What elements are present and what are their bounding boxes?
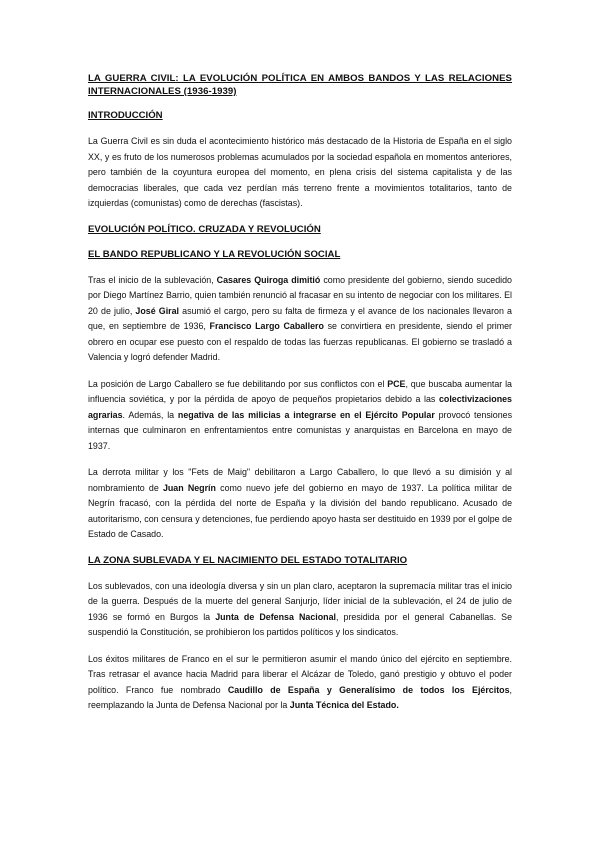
bold-span: José Giral <box>135 305 180 316</box>
bold-span: Caudillo de España y Generalísimo de todos los Ejércitos <box>227 684 510 695</box>
text-span: provocó tensiones internas que culminaron en enfrentamientos entre comunistas y anarquistas en Barcelona en mayo de 1937. <box>88 409 513 451</box>
paragraph-republicano-2 <box>88 377 512 455</box>
bold-span: Francisco Largo Caballero <box>209 321 324 331</box>
section-heading-evolucion: EVOLUCIÓN POLÍTICO. CRUZADA Y REVOLUCIÓN <box>88 223 321 235</box>
text-span: , presidida por el general Cabanellas. Se suspendió la Constitución, se prohibieron los partidos políticos y los sindicatos. <box>88 611 513 637</box>
text-span: asumió el cargo, pero su falta de firmeza y el avance de los nacionales llevaron a que, en septiembre de 1936, <box>88 305 512 331</box>
text-span: Los éxitos militares de Franco en el sur le permitieron asumir el mando único del ejército en septiembre. Tras retrasar el avance hacia Madrid para liberar el Alcázar de Toledo, ganó prestigio y obtuvo el poder político. Franco fue nombrado <box>88 653 512 695</box>
document-title: LA GUERRA CIVIL: LA EVOLUCIÓN POLÍTICA EN AMBOS BANDOS Y LAS RELACIONES INTERNACIONALES (1936-1939) <box>88 73 512 97</box>
intro-paragraph: La Guerra Civil es sin duda el acontecimiento histórico más destacado de la Historia de España en el siglo XX, y es fruto de los numerosos problemas acumulados por la sociedad española en momentos anteriores, pero también de la coyuntura europea del momento, en plena crisis del sistema capitalista y de las democracias liberales, que cada vez perdían más terreno frente a movimientos totalitarios, tanto de izquierdas (comunistas) como de derechas (fascistas). <box>88 136 512 208</box>
text-span: La posición de Largo Caballero se fue debilitando por sus conflictos con el <box>88 378 388 389</box>
bold-span: Junta de Defensa Nacional <box>215 611 336 622</box>
paragraph-sublevada-2 <box>88 652 512 714</box>
text-span: . Además, la <box>122 409 178 420</box>
text-span: , que buscaba aumentar la influencia soviética, y por la pérdida de apoyo de pequeños propietarios debido a las <box>88 378 512 404</box>
bold-span: negativa de las milicias a integrarse en el Ejército Popular <box>177 409 435 420</box>
bold-span: PCE <box>387 378 406 389</box>
paragraph-sublevada-1 <box>88 579 512 641</box>
text-span: Tras el inicio de la sublevación, <box>88 274 217 285</box>
section-heading-bando-republicano: EL BANDO REPUBLICANO Y LA REVOLUCIÓN SOCIAL <box>88 248 341 260</box>
bold-span: Juan Negrín <box>162 482 216 493</box>
intro-heading: INTRODUCCIÓN <box>88 110 163 121</box>
bold-span: Casares Quiroga dimitió <box>216 274 321 285</box>
paragraph-republicano-3 <box>88 465 512 543</box>
bold-span: colectivizaciones agrarias <box>88 394 512 420</box>
bold-span: Junta Técnica del Estado. <box>289 700 399 710</box>
text-span: Los sublevados, con una ideología diversa y sin un plan claro, aceptaron la supremacía militar tras el inicio de la guerra. Después de la muerte del general Sanjurjo, líder inicial de la sublevación, el 24 de julio de 1936 se formó en Burgos la <box>88 580 512 622</box>
text-span: La derrota militar y los "Fets de Maig" debilitaron a Largo Caballero, lo que llevó a su dimisión y al nombramiento de <box>88 467 512 493</box>
section-heading-zona-sublevada: LA ZONA SUBLEVADA Y EL NACIMIENTO DEL ESTADO TOTALITARIO <box>88 554 408 566</box>
text-span: , reemplazando la Junta de Defensa Nacional por la <box>88 684 512 710</box>
paragraph-republicano-1 <box>88 273 512 366</box>
text-span: como presidente del gobierno, siendo sucedido por Diego Martínez Barrio, quien también renunció al fracasar en su intento de negociar con los militares. El 20 de julio, <box>88 274 512 316</box>
text-span: se convirtiera en presidente, siendo el primer obrero en ocupar ese puesto con el respaldo de todas las fuerzas republicanas. El gobierno se trasladó a Valencia y logró defender Madrid. <box>88 321 512 362</box>
text-span: como nuevo jefe del gobierno en mayo de 1937. La política militar de Negrín fracasó, con la pérdida del norte de España y la división del bando republicano. Acusado de autoritarismo, con censura y detenciones, fue perdiendo apoyo hasta ser destituido en 1939 por el golpe de Estado de Casado. <box>88 482 512 539</box>
